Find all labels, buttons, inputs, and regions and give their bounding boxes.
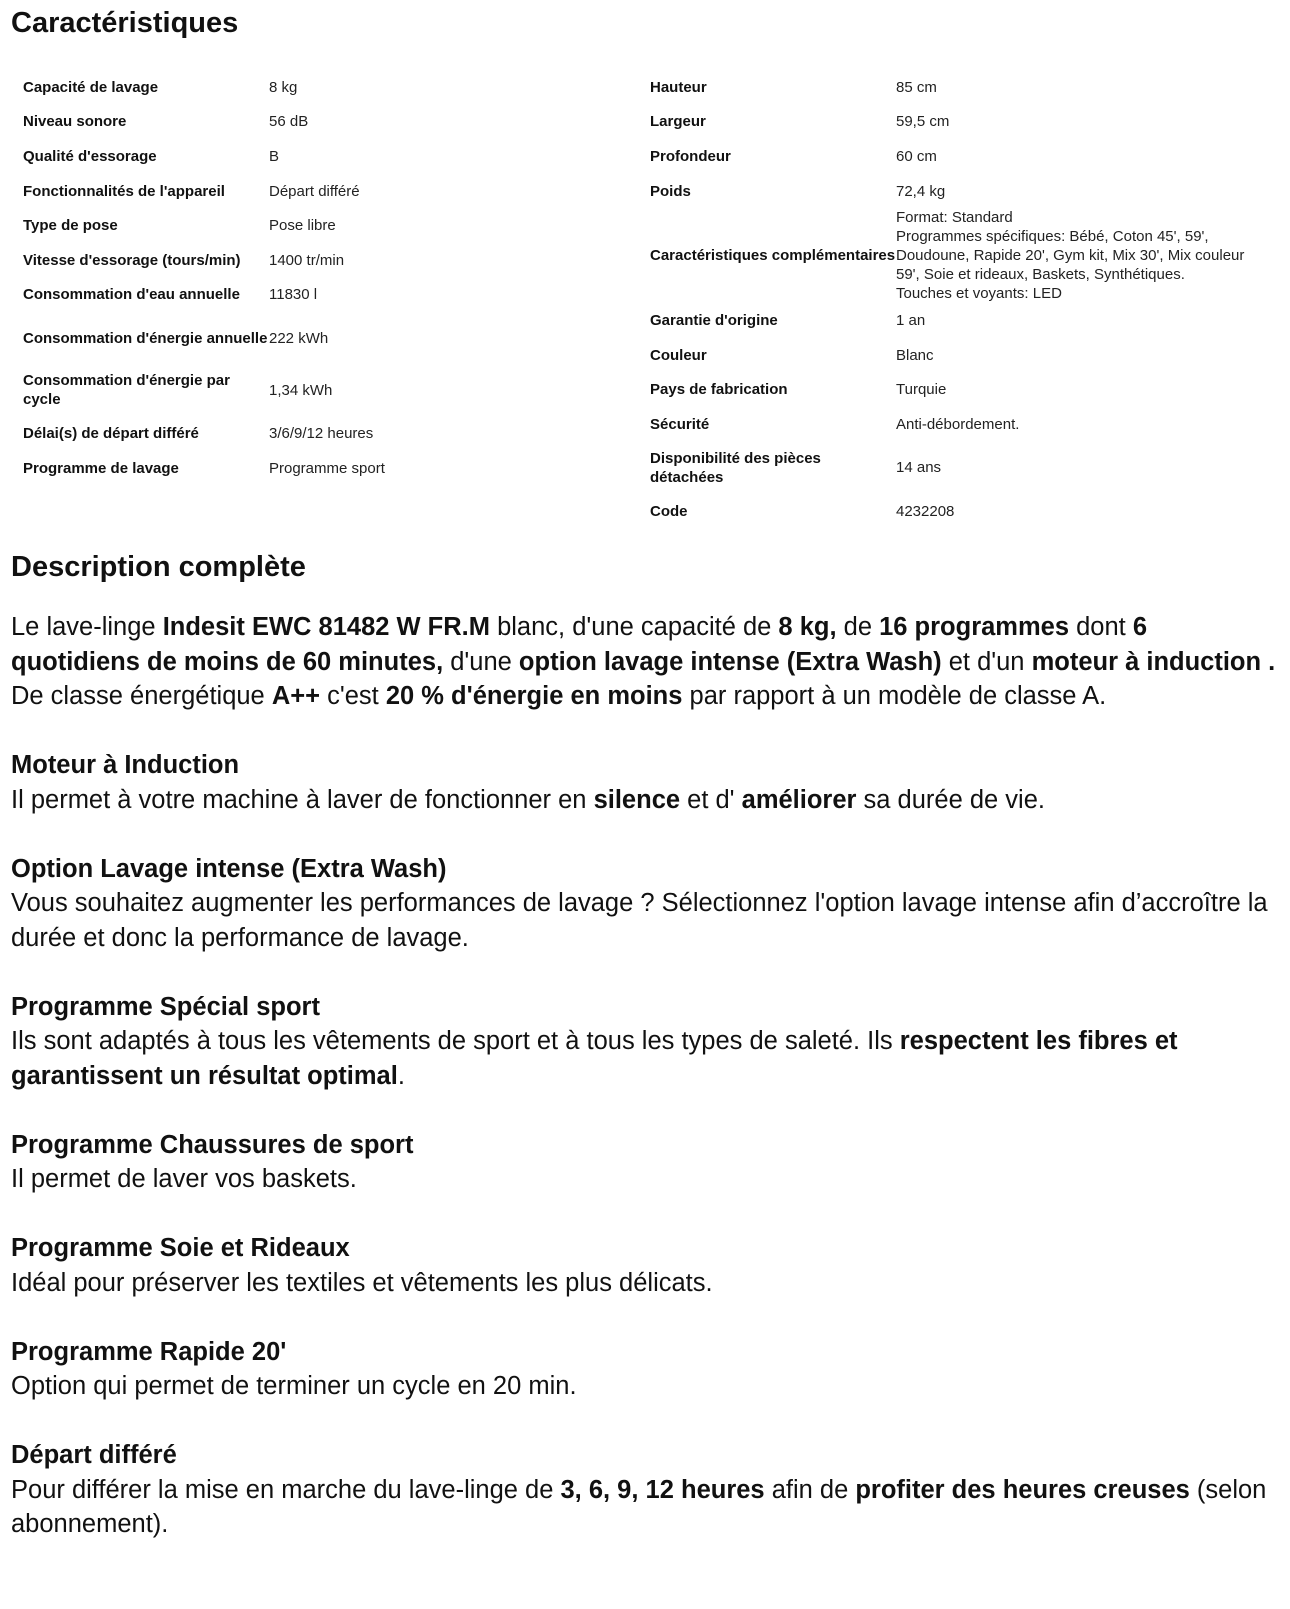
feature-text-part: afin de (764, 1475, 856, 1504)
intro-text: De classe énergétique (11, 682, 272, 711)
spec-value: 3/6/9/12 heures (269, 424, 374, 442)
feature-text: Vous souhaitez augmenter les performances de lavage ? Sélectionnez l'option lavage intense afin d’accroître la durée et donc la performance de lavage. (11, 889, 1268, 952)
spec-label: Code (650, 502, 688, 520)
spec-label: Couleur (650, 346, 707, 364)
feature-text-bold: améliorer (741, 785, 857, 814)
spec-row (638, 208, 1265, 303)
spec-label: Fonctionnalités de l'appareil (23, 182, 225, 200)
spec-label: Largeur (650, 113, 706, 131)
spec-row (638, 494, 1265, 529)
spec-label: Vitesse d'essorage (tours/min) (23, 251, 241, 269)
intro-model: Indesit EWC 81482 W FR.M (162, 613, 490, 642)
spec-label: Capacité de lavage (23, 78, 159, 96)
intro-capacity: 8 kg, (778, 613, 837, 642)
feature-title: Moteur à Induction (11, 751, 240, 780)
feature-title: Programme Soie et Rideaux (11, 1234, 350, 1263)
intro-energy-saving: 20 % d'énergie en moins (385, 682, 683, 711)
spec-row (638, 105, 1265, 140)
spec-value: 11830 l (269, 286, 318, 304)
intro-text: dont (1069, 613, 1133, 642)
feature-text (11, 1024, 1280, 1093)
feature-block-extra-wash (11, 852, 1280, 956)
feature-text: Il permet de laver vos baskets. (11, 1165, 357, 1194)
feature-block-soie (11, 1231, 1280, 1300)
spec-value: 85 cm (896, 78, 937, 96)
spec-value: 60 cm (896, 147, 937, 165)
intro-text: par rapport à un modèle de classe A. (682, 682, 1107, 711)
feature-block-moteur (11, 748, 1280, 817)
spec-row (11, 416, 638, 451)
specs-table (11, 70, 1280, 528)
spec-label: Profondeur (650, 147, 731, 165)
feature-text (11, 783, 1280, 818)
spec-row (638, 338, 1265, 373)
spec-value-line: Touches et voyants: LED (896, 285, 1062, 303)
feature-title: Programme Chaussures de sport (11, 1130, 414, 1159)
intro-text: c'est (320, 682, 386, 711)
spec-value: 59,5 cm (896, 113, 950, 131)
spec-value: 1,34 kWh (269, 381, 333, 399)
feature-text-bold: silence (593, 785, 681, 814)
spec-row (11, 208, 638, 243)
spec-row (638, 442, 1265, 494)
intro-text: Le lave-linge (11, 613, 163, 642)
spec-label: Programme de lavage (23, 459, 179, 477)
spec-value-line: Programmes spécifiques: Bébé, Coton 45', 59', Doudoune, Rapide 20', Gym kit, Mix 30', Mix couleur 59', Soie et rideaux, Baskets, Synthétiques. (896, 228, 1245, 284)
intro-text: et d'un (941, 647, 1032, 676)
spec-value: 72,4 kg (896, 182, 946, 200)
spec-value: 14 ans (896, 459, 942, 477)
feature-title: Programme Spécial sport (11, 992, 320, 1021)
spec-row (638, 139, 1265, 174)
spec-row (638, 303, 1265, 338)
feature-title: Option Lavage intense (Extra Wash) (11, 854, 447, 883)
spec-value: Blanc (896, 346, 934, 364)
feature-text-bold: 3, 6, 9, 12 heures (560, 1475, 765, 1504)
spec-value: Turquie (896, 381, 947, 399)
feature-text-part: Ils sont adaptés à tous les vêtements de sport et à tous les types de saleté. Ils (11, 1027, 900, 1056)
spec-label: Garantie d'origine (650, 312, 778, 330)
spec-value: Programme sport (269, 459, 385, 477)
spec-label: Délai(s) de départ différé (23, 424, 199, 442)
spec-value: Départ différé (269, 182, 360, 200)
spec-label: Consommation d'eau annuelle (23, 286, 240, 304)
intro-energy-class: A++ (271, 682, 321, 711)
spec-label: Caractéristiques complémentaires (650, 247, 896, 265)
intro-text: d'une (443, 647, 519, 676)
spec-value: 8 kg (269, 78, 298, 96)
intro-daily-programs: 6 quotidiens de moins de 60 minutes, (11, 613, 1148, 676)
feature-block-sport (11, 990, 1280, 1094)
spec-label: Qualité d'essorage (23, 147, 157, 165)
spec-value-multiline (896, 208, 1265, 303)
feature-text-part: (selon abonnement). (11, 1475, 1267, 1539)
description-intro (11, 610, 1280, 714)
feature-text (11, 1473, 1280, 1542)
spec-label: Pays de fabrication (650, 381, 788, 399)
spec-value: 1 an (896, 312, 926, 330)
spec-row (11, 105, 638, 140)
spec-row (11, 139, 638, 174)
feature-block-depart (11, 1438, 1280, 1542)
spec-row (638, 70, 1265, 105)
spec-row (11, 364, 638, 416)
feature-text-part: . (397, 1061, 405, 1090)
spec-value: 222 kWh (269, 329, 329, 347)
feature-text-bold: profiter des heures creuses (855, 1475, 1190, 1504)
spec-label: Niveau sonore (23, 113, 127, 131)
spec-row (638, 407, 1265, 442)
feature-block-rapide (11, 1335, 1280, 1404)
spec-value: Pose libre (269, 217, 336, 235)
spec-label: Hauteur (650, 78, 707, 96)
spec-value: 4232208 (896, 502, 955, 520)
spec-value: B (269, 147, 280, 165)
spec-label: Consommation d'énergie annuelle (23, 329, 268, 347)
spec-value-line: Format: Standard (896, 209, 1013, 227)
intro-motor: moteur à induction . (1031, 647, 1276, 676)
description-body (11, 610, 1280, 1542)
specs-title: Caractéristiques (11, 7, 239, 39)
spec-label: Poids (650, 182, 691, 200)
spec-row (638, 174, 1265, 209)
specs-left-column (11, 70, 638, 528)
intro-text: de (836, 613, 880, 642)
feature-block-chaussures (11, 1128, 1280, 1197)
spec-row (11, 174, 638, 209)
feature-title: Départ différé (11, 1441, 177, 1470)
intro-text: blanc, d'une capacité de (490, 613, 779, 642)
spec-row (11, 451, 638, 486)
intro-programs: 16 programmes (879, 613, 1070, 642)
spec-label: Sécurité (650, 415, 710, 433)
spec-row (11, 70, 638, 105)
spec-value: 1400 tr/min (269, 251, 345, 269)
spec-label: Consommation d'énergie par cycle (23, 372, 230, 409)
feature-text-part: et d' (680, 785, 742, 814)
spec-label: Type de pose (23, 217, 118, 235)
feature-title: Programme Rapide 20' (11, 1337, 287, 1366)
spec-row (11, 312, 638, 364)
feature-text: Option qui permet de terminer un cycle en 20 min. (11, 1372, 577, 1401)
spec-row (638, 373, 1265, 408)
feature-text-part: sa durée de vie. (856, 785, 1045, 814)
spec-row (11, 243, 638, 278)
feature-text: Idéal pour préserver les textiles et vêtements les plus délicats. (11, 1268, 713, 1297)
specs-right-column (638, 70, 1265, 528)
feature-text-part: Il permet à votre machine à laver de fonctionner en (11, 785, 594, 814)
intro-extra-wash: option lavage intense (Extra Wash) (518, 647, 942, 676)
feature-text-bold: respectent les fibres et garantissent un résultat optimal (11, 1027, 1178, 1090)
description-title: Description complète (11, 551, 306, 584)
spec-label: Disponibilité des pièces détachées (650, 449, 821, 486)
spec-value: 56 dB (269, 113, 309, 131)
spec-row (11, 278, 638, 313)
feature-text-part: Pour différer la mise en marche du lave-linge de (11, 1475, 561, 1504)
spec-value: Anti-débordement. (896, 415, 1020, 433)
